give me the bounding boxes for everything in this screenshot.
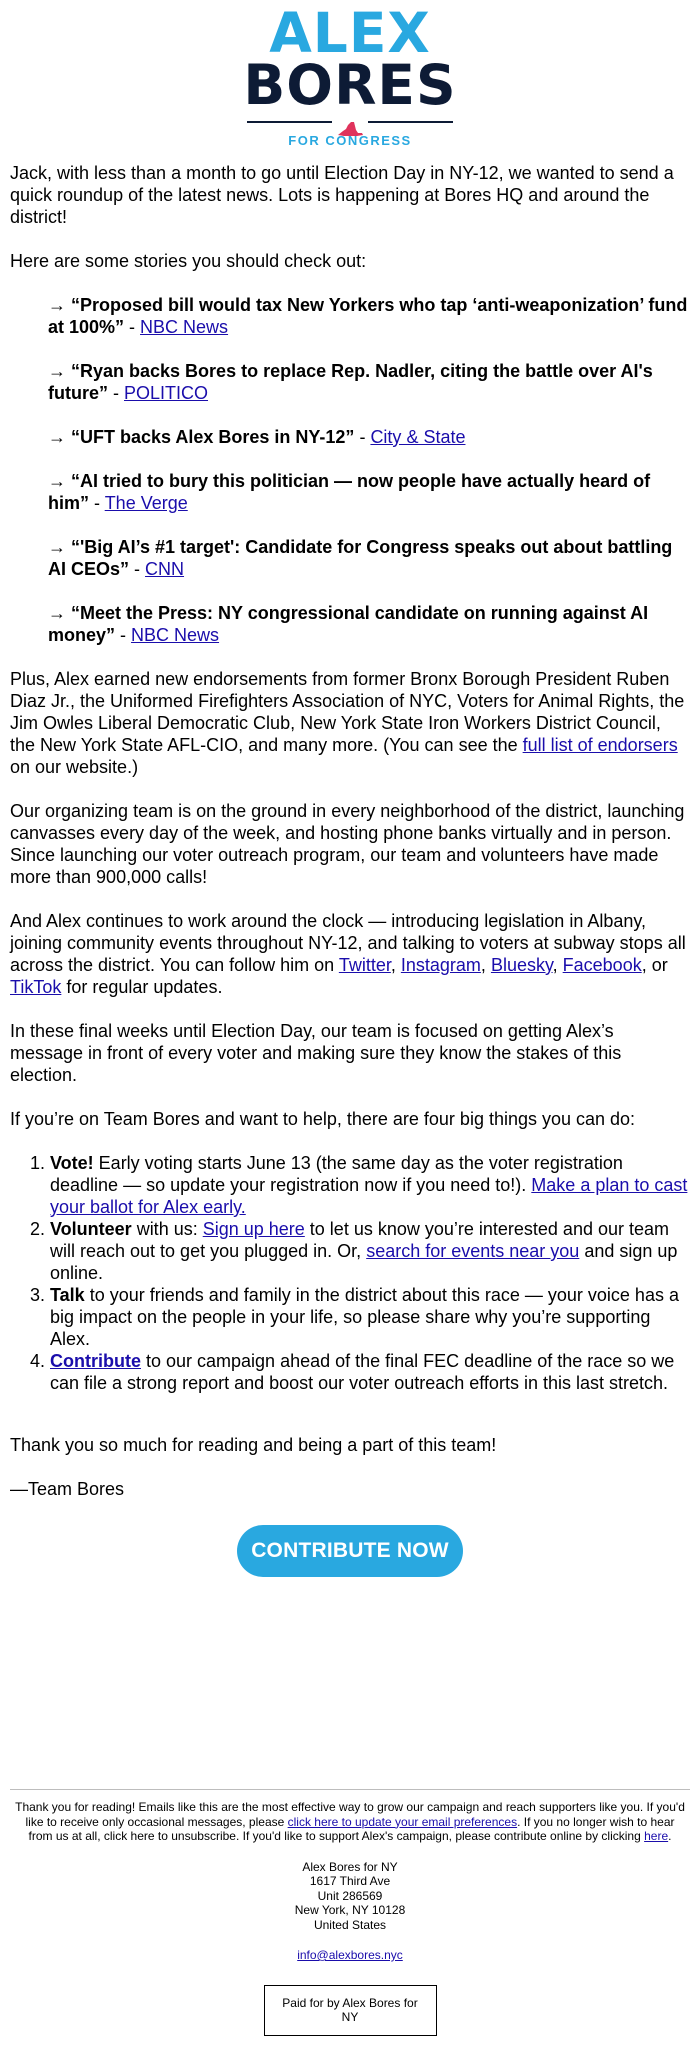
separator: , [552, 955, 563, 975]
contribute-now-button[interactable]: CONTRIBUTE NOW [237, 1525, 463, 1577]
help-item-volunteer [50, 1218, 690, 1284]
address-line: United States [313, 1917, 387, 1932]
address-line: Alex Bores for NY [302, 1859, 398, 1874]
alex-work-text: And Alex continues to work around the clock — introducing legislation in Albany, joining community events throughout NY-12, and talking to voters at subway stops all across the district. You can follow him on [10, 911, 686, 975]
help-item-title: Volunteer [50, 1219, 132, 1239]
facebook-link[interactable]: Facebook [562, 955, 642, 975]
story-headline: → “Proposed bill would tax New Yorkers who tap ‘anti-weaponization’ fund at 100%” [48, 295, 688, 337]
help-item-text: Early voting starts June 13 (the same day as the voter registration deadline — so update your registration now if you need to!). [50, 1153, 623, 1195]
help-item-contribute [50, 1350, 690, 1394]
story-headline: → “Ryan backs Bores to replace Rep. Nadler, citing the battle over AI's future” [48, 361, 653, 403]
endorsements-paragraph [10, 668, 690, 778]
story-item [48, 294, 690, 338]
twitter-link[interactable]: Twitter [338, 955, 391, 975]
help-item-title: Talk [50, 1285, 85, 1305]
story-item [48, 602, 690, 646]
help-item-text: to your friends and family in the district about this race — your voice has a big impact on the people in your life, so please share why you’re supporting Alex. [50, 1285, 679, 1349]
help-item-talk [50, 1284, 690, 1350]
story-headline: → “Meet the Press: NY congressional candidate on running against AI money” [48, 603, 649, 645]
final-weeks-paragraph: In these final weeks until Election Day, our team is focused on getting Alex’s message in front of every voter and making sure they know the stakes of this election. [10, 1021, 622, 1085]
story-headline: → “UFT backs Alex Bores in NY-12” [48, 427, 355, 447]
story-item [48, 360, 690, 404]
thanks-line: Thank you so much for reading and being a part of this team! [10, 1435, 497, 1455]
signoff: —Team Bores [10, 1479, 125, 1499]
endorsements-text: Plus, Alex earned new endorsements from former Bronx Borough President Ruben Diaz Jr., the Uniformed Firefighters Association of NYC, Voters for Animal Rights, the Jim Owles Liberal Democratic Club, New York State Iron Workers District Council, the New York State AFL-CIO, and many more. (You can see the [10, 669, 685, 755]
help-list [10, 1152, 690, 1394]
stories-lead: Here are some stories you should check out: [10, 251, 367, 271]
endorsements-after: on our website.) [10, 757, 139, 777]
address-line: 1617 Third Ave [309, 1874, 391, 1888]
separator: , [390, 955, 401, 975]
story-source-link[interactable]: NBC News [131, 625, 220, 645]
footer-text: . [668, 1829, 672, 1843]
story-source-link[interactable]: The Verge [104, 493, 188, 513]
address-line: New York, NY 10128 [294, 1903, 406, 1917]
help-item-vote [50, 1152, 690, 1218]
story-separator: - [89, 493, 105, 513]
email-footer [12, 1800, 688, 2036]
story-headline: → “AI tried to bury this politician — now people have actually heard of him” [48, 471, 651, 513]
volunteer-signup-link[interactable]: Sign up here [202, 1219, 305, 1239]
help-item-title: Vote! [50, 1153, 94, 1173]
separator: , or [641, 955, 668, 975]
footer-notice [12, 1800, 688, 1844]
story-list [10, 294, 690, 646]
logo-tagline: FOR CONGRESS [288, 133, 412, 148]
vote-plan-link[interactable]: Make a plan to cast your ballot for Alex early. [50, 1175, 688, 1217]
email-preferences-link[interactable]: click here to update your email preferences [287, 1814, 518, 1829]
event-search-link[interactable]: search for events near you [366, 1241, 580, 1261]
help-item-text: and sign up online. [50, 1241, 678, 1283]
separator: , [480, 955, 491, 975]
endorsers-link[interactable]: full list of endorsers [522, 735, 678, 755]
story-source-link[interactable]: City & State [370, 427, 466, 447]
intro-paragraph: Jack, with less than a month to go until Election Day in NY-12, we wanted to send a quick roundup of the latest news. Lots is happening at Bores HQ and around the district! [10, 163, 674, 227]
help-item-text: to our campaign ahead of the final FEC deadline of the race so we can file a strong report and boost our voter outreach efforts in this last stretch. [50, 1351, 675, 1393]
story-separator: - [124, 317, 141, 337]
story-separator: - [354, 427, 371, 447]
campaign-logo [0, 0, 700, 160]
logo-rule-right [368, 121, 453, 123]
story-source-link[interactable]: POLITICO [124, 383, 209, 403]
mailing-address [12, 1860, 688, 1933]
bluesky-link[interactable]: Bluesky [490, 955, 553, 975]
help-lead: If you’re on Team Bores and want to help, there are four big things you can do: [10, 1109, 636, 1129]
story-separator: - [115, 625, 132, 645]
footer-text: . If you no longer wish to hear from us at all, click here to unsubscribe. If you'd like to support Alex's campaign, please contribute online by clicking [28, 1814, 675, 1843]
story-source-link[interactable]: CNN [145, 559, 185, 579]
story-source-link[interactable]: NBC News [140, 317, 229, 337]
story-item [48, 426, 690, 448]
help-item-text: to let us know you’re interested and our team will reach out to get you plugged in. Or, [50, 1219, 669, 1261]
paid-for-disclaimer: Paid for by Alex Bores for NY [264, 1985, 437, 2036]
story-item [48, 536, 690, 580]
contact-email-link[interactable]: info@alexbores.nyc [297, 1948, 403, 1962]
contribute-here-link[interactable]: here [644, 1829, 669, 1843]
help-item-text: with us: [131, 1219, 203, 1239]
story-item [48, 470, 690, 514]
instagram-link[interactable]: Instagram [400, 955, 481, 975]
logo-last-name: BORES [243, 53, 457, 117]
story-headline: → “'Big AI’s #1 target': Candidate for Congress speaks out about battling AI CEOs” [48, 537, 673, 579]
cta-container [0, 1525, 700, 1577]
logo-rule-left [247, 121, 332, 123]
tiktok-link[interactable]: TikTok [10, 977, 62, 997]
footer-divider [10, 1789, 690, 1790]
footer-text: Thank you for reading! Emails like this are the most effective way to grow our campaign and reach supporters like you. If you'd like to receive only occasional messages, please [15, 1800, 685, 1829]
email-body [10, 162, 690, 1522]
contact-email-line [12, 1948, 688, 1963]
logo-first-name: ALEX [269, 1, 431, 65]
story-separator: - [129, 559, 146, 579]
contribute-link[interactable]: Contribute [50, 1351, 141, 1371]
story-separator: - [108, 383, 124, 403]
alex-work-paragraph [10, 910, 690, 998]
organizing-paragraph: Our organizing team is on the ground in every neighborhood of the district, launching canvasses every day of the week, and hosting phone banks virtually and in person. Since launching our voter outreach program, our team and volunteers have made more than 900,000 calls! [10, 801, 685, 887]
alex-work-after: for regular updates. [61, 977, 223, 997]
address-line: Unit 286569 [317, 1888, 383, 1903]
